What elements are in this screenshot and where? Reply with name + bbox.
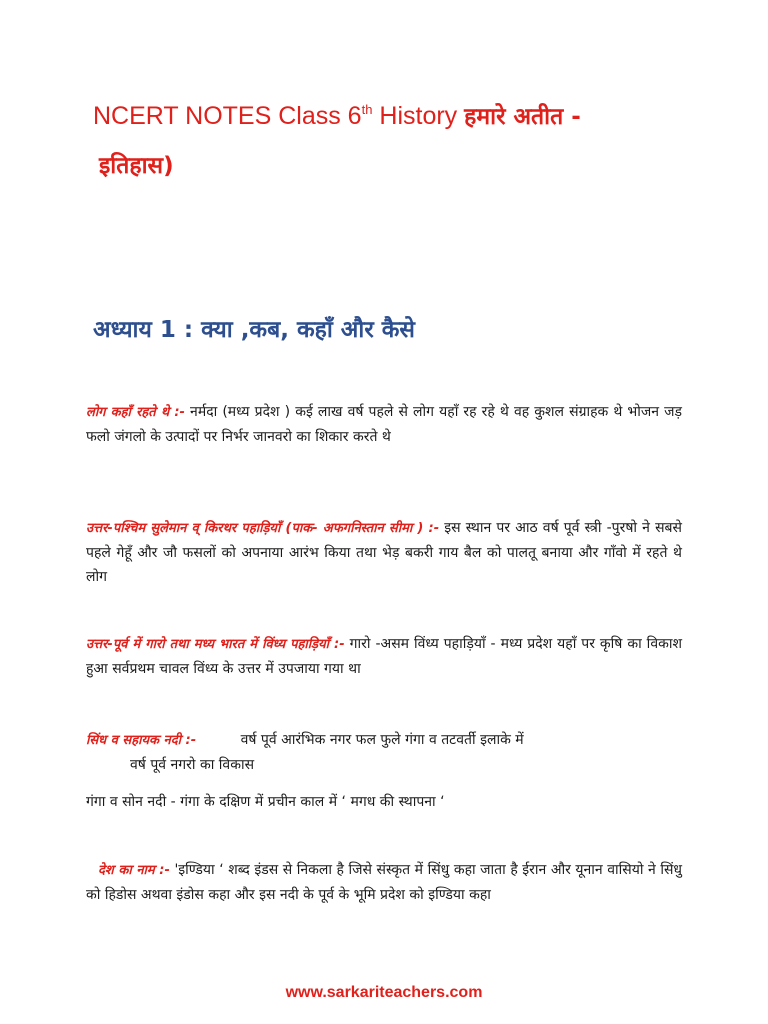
section-text: वर्ष पूर्व आरंभिक नगर फल फुले गंगा व तटवर्ती इलाके में <box>240 732 524 748</box>
section-uttar-paschim <box>86 516 682 589</box>
title-history: History <box>379 102 458 130</box>
section-heading: देश का नाम :- <box>98 863 170 878</box>
section-text: नर्मदा (मध्य प्रदेश ) कई लाख वर्ष पहले से लोग यहाँ रह रहे थे वह कुशल संग्राहक थे भोजन जड़ फलो जंगलो के उत्पादों पर निर्भर जानवरो का शिकार करते थे <box>86 404 682 445</box>
section-text: 'इण्डिया ‘ शब्द इंडस से निकला है जिसे संस्कृत में सिंधु कहा जाता है ईरान और यूनान वासियो ने सिंधु को हिडोस अथवा इंडोस कहा और इस नदी के पूर्व के भूमि प्रदेश को इण्डिया कहा <box>86 862 683 903</box>
section-log-kahan <box>86 400 682 449</box>
section-sindh <box>86 728 682 777</box>
section-text-line2: वर्ष पूर्व नगरो का विकास <box>130 757 255 773</box>
section-text: इस स्थान पर आठ वर्ष पूर्व स्त्री -पुरषो ने सबसे पहले गेहूँ और जौ फसलों को अपनाया आरंभ किया तथा भेड़ बकरी गाय बैल को पालतू बनाया और गाँवो में रहते थे लोग <box>86 520 682 585</box>
section-text: गंगा व सोन नदी - गंगा के दक्षिण में प्रचीन काल में ‘ मगध की स्थापना ‘ <box>86 794 445 810</box>
section-text: गारो -असम विंध्य पहाड़ियाँ - मध्य प्रदेश यहाँ पर कृषि का विकाश हुआ सर्वप्रथम चावल विंध्य के उत्तर में उपजाया गया था <box>86 636 682 677</box>
section-heading: सिंध व सहायक नदी :- <box>86 733 197 748</box>
section-heading: उत्तर-पश्चिम सुलेमान व् किरथर पहाड़ियाँ (पाक- अफगनिस्तान सीमा ) :- <box>86 521 440 536</box>
section-ganga-son <box>86 790 682 814</box>
section-heading: लोग कहाँ रहते थे :- <box>86 405 185 420</box>
footer-website: www.sarkariteachers.com <box>285 984 483 1001</box>
title-hindi-2: इतिहास) <box>99 153 174 179</box>
section-uttar-purv <box>86 632 682 681</box>
chapter-heading: अध्याय 1 : क्या ,कब, कहाँ और कैसे <box>93 317 415 343</box>
document-title <box>93 86 733 190</box>
section-heading: उत्तर-पूर्व में गारो तथा मध्य भारत में विंध्य पहाड़ियाँ :- <box>86 637 345 652</box>
title-hindi-1: हमारे अतीत - <box>464 104 581 130</box>
title-prefix: NCERT NOTES Class 6 <box>93 102 362 130</box>
section-desh-naam <box>86 858 682 907</box>
title-superscript: th <box>361 102 373 117</box>
